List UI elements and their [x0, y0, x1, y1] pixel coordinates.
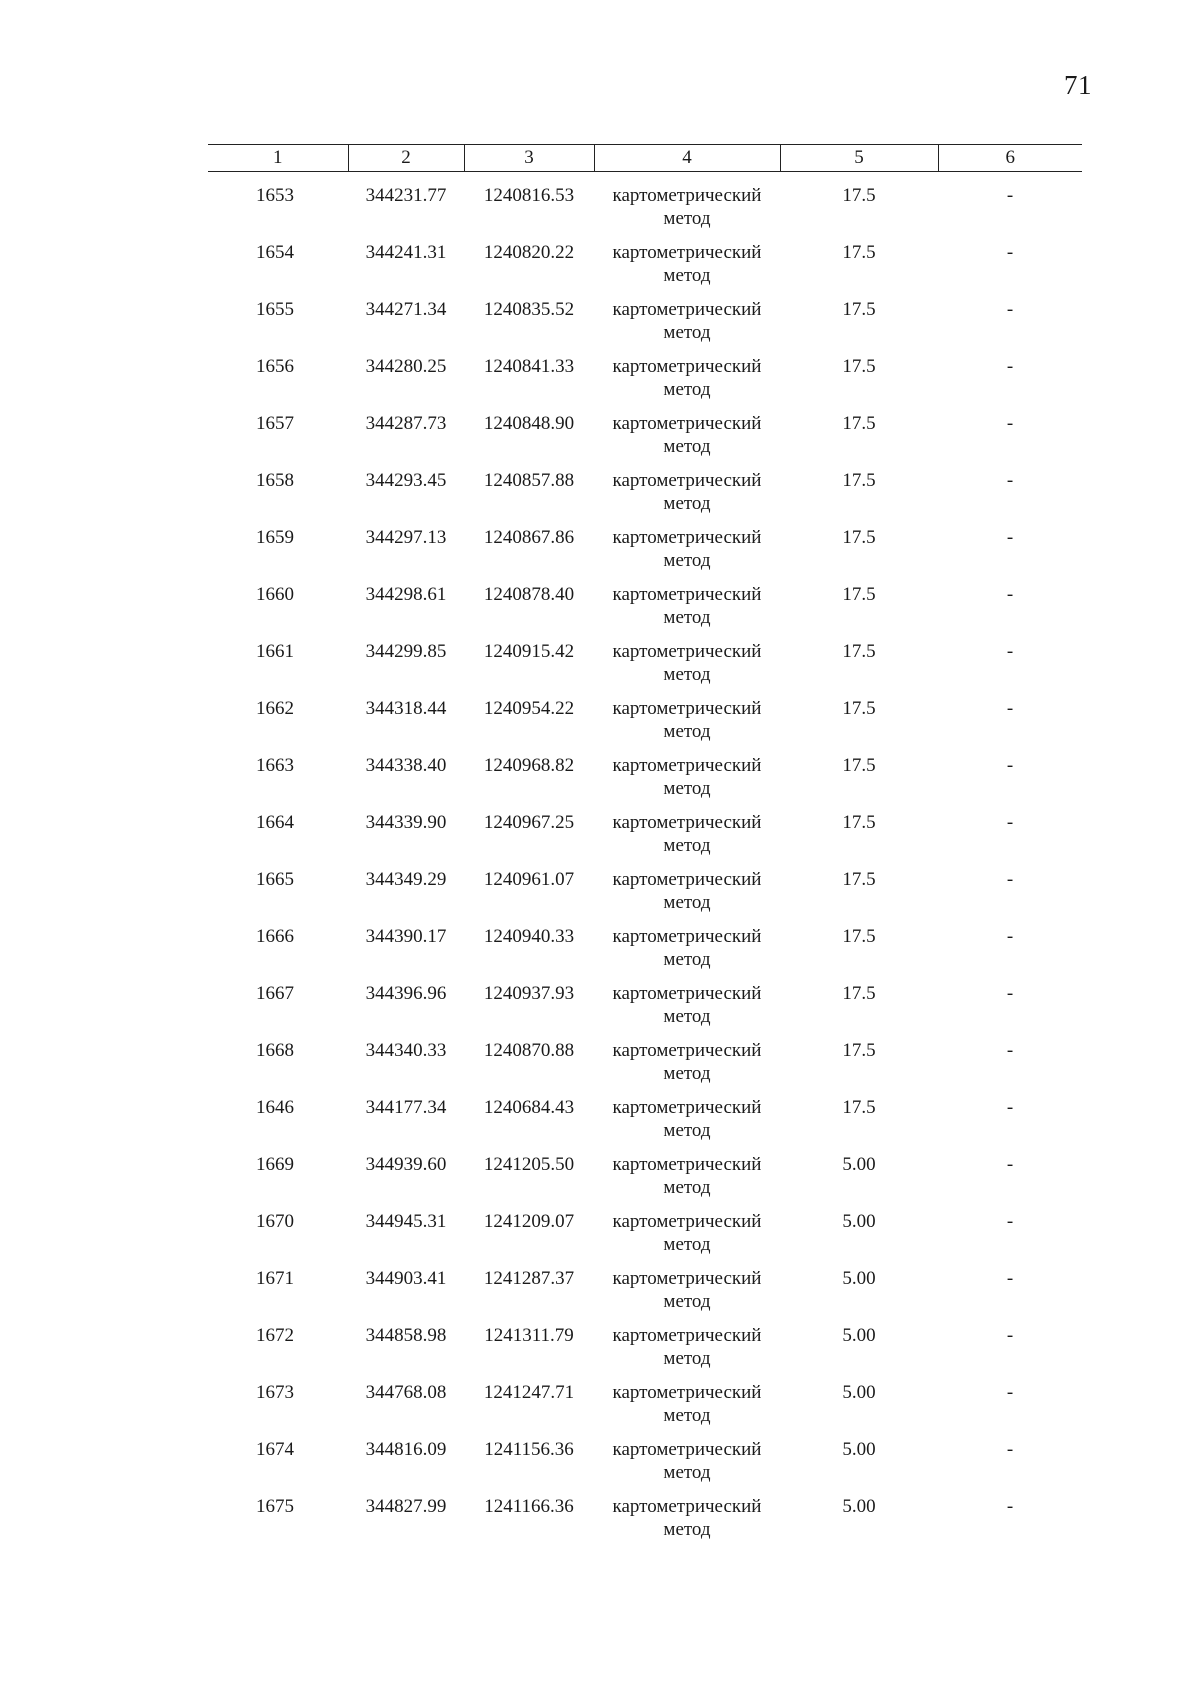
- x-coordinate: 344287.73: [365, 413, 447, 434]
- table-row: [208, 469, 1082, 526]
- column-header-3: 3: [464, 145, 594, 172]
- method-line-2: метод: [663, 949, 711, 970]
- x-coordinate: 344340.33: [365, 1040, 447, 1061]
- x-coordinate: 344816.09: [365, 1439, 447, 1460]
- header-spacer: [208, 172, 1082, 185]
- point-number: 1671: [256, 1268, 294, 1289]
- determination-method: [594, 298, 780, 355]
- x-coordinate: 344177.34: [365, 1097, 447, 1118]
- point-number: 1657: [256, 413, 294, 434]
- accuracy-value: 5.00: [842, 1439, 876, 1460]
- x-coordinate: 344241.31: [365, 242, 447, 263]
- determination-method: [594, 1495, 780, 1552]
- accuracy-value: 17.5: [842, 983, 876, 1004]
- note-dash: -: [1006, 242, 1014, 263]
- method-line-1: картометрический: [612, 356, 762, 377]
- x-coordinate: 344858.98: [365, 1325, 447, 1346]
- x-coordinate: 344390.17: [365, 926, 447, 947]
- method-line-1: картометрический: [612, 185, 762, 206]
- note-dash: -: [1006, 299, 1014, 320]
- y-coordinate: 1240937.93: [483, 983, 575, 1004]
- determination-method: [594, 355, 780, 412]
- point-number: 1659: [256, 527, 294, 548]
- note-dash: -: [1006, 698, 1014, 719]
- determination-method: [594, 754, 780, 811]
- note-dash: -: [1006, 1211, 1014, 1232]
- note-dash: -: [1006, 869, 1014, 890]
- x-coordinate: 344293.45: [365, 470, 447, 491]
- point-number: 1674: [256, 1439, 294, 1460]
- method-line-1: картометрический: [612, 1097, 762, 1118]
- method-line-1: картометрический: [612, 983, 762, 1004]
- point-number: 1654: [256, 242, 294, 263]
- method-line-2: метод: [663, 379, 711, 400]
- y-coordinate: 1240820.22: [483, 242, 575, 263]
- method-line-1: картометрический: [612, 1154, 762, 1175]
- table-row: [208, 1381, 1082, 1438]
- y-coordinate: 1241311.79: [484, 1325, 574, 1346]
- y-coordinate: 1241156.36: [484, 1439, 574, 1460]
- method-line-1: картометрический: [612, 299, 762, 320]
- determination-method: [594, 1438, 780, 1495]
- note-dash: -: [1006, 926, 1014, 947]
- accuracy-value: 17.5: [842, 869, 876, 890]
- method-line-2: метод: [663, 436, 711, 457]
- accuracy-value: 17.5: [842, 470, 876, 491]
- note-dash: -: [1006, 1382, 1014, 1403]
- method-line-1: картометрический: [612, 1382, 762, 1403]
- determination-method: [594, 469, 780, 526]
- table-row: [208, 412, 1082, 469]
- x-coordinate: 344349.29: [365, 869, 447, 890]
- x-coordinate: 344768.08: [365, 1382, 447, 1403]
- point-number: 1663: [256, 755, 294, 776]
- method-line-2: метод: [663, 1234, 711, 1255]
- accuracy-value: 17.5: [842, 641, 876, 662]
- method-line-1: картометрический: [612, 1211, 762, 1232]
- table-row: [208, 184, 1082, 241]
- method-line-2: метод: [663, 1519, 711, 1540]
- x-coordinate: 344271.34: [365, 299, 447, 320]
- accuracy-value: 17.5: [842, 1097, 876, 1118]
- x-coordinate: 344903.41: [365, 1268, 447, 1289]
- table-row: [208, 754, 1082, 811]
- point-number: 1672: [256, 1325, 294, 1346]
- accuracy-value: 5.00: [842, 1325, 876, 1346]
- determination-method: [594, 1153, 780, 1210]
- y-coordinate: 1240848.90: [483, 413, 575, 434]
- table-row: [208, 1096, 1082, 1153]
- y-coordinate: 1240867.86: [483, 527, 575, 548]
- method-line-2: метод: [663, 550, 711, 571]
- accuracy-value: 17.5: [842, 812, 876, 833]
- y-coordinate: 1240878.40: [483, 584, 575, 605]
- accuracy-value: 5.00: [842, 1496, 876, 1517]
- determination-method: [594, 1096, 780, 1153]
- y-coordinate: 1240915.42: [483, 641, 575, 662]
- note-dash: -: [1006, 983, 1014, 1004]
- y-coordinate: 1240954.22: [483, 698, 575, 719]
- accuracy-value: 17.5: [842, 242, 876, 263]
- note-dash: -: [1006, 1325, 1014, 1346]
- point-number: 1661: [256, 641, 294, 662]
- point-number: 1660: [256, 584, 294, 605]
- x-coordinate: 344318.44: [365, 698, 447, 719]
- point-number: 1655: [256, 299, 294, 320]
- method-line-2: метод: [663, 493, 711, 514]
- x-coordinate: 344299.85: [365, 641, 447, 662]
- x-coordinate: 344339.90: [365, 812, 447, 833]
- point-number: 1656: [256, 356, 294, 377]
- method-line-1: картометрический: [612, 926, 762, 947]
- method-line-1: картометрический: [612, 869, 762, 890]
- accuracy-value: 17.5: [842, 527, 876, 548]
- method-line-1: картометрический: [612, 1268, 762, 1289]
- accuracy-value: 17.5: [842, 356, 876, 377]
- method-line-2: метод: [663, 1063, 711, 1084]
- accuracy-value: 5.00: [842, 1268, 876, 1289]
- note-dash: -: [1006, 356, 1014, 377]
- method-line-1: картометрический: [612, 755, 762, 776]
- point-number: 1646: [256, 1097, 294, 1118]
- coordinates-table-container: [208, 144, 1082, 1552]
- determination-method: [594, 868, 780, 925]
- method-line-2: метод: [663, 664, 711, 685]
- method-line-1: картометрический: [612, 698, 762, 719]
- table-row: [208, 1210, 1082, 1267]
- x-coordinate: 344297.13: [365, 527, 447, 548]
- y-coordinate: 1240841.33: [483, 356, 575, 377]
- method-line-1: картометрический: [612, 812, 762, 833]
- point-number: 1667: [256, 983, 294, 1004]
- method-line-2: метод: [663, 1405, 711, 1426]
- determination-method: [594, 1267, 780, 1324]
- method-line-2: метод: [663, 778, 711, 799]
- method-line-2: метод: [663, 892, 711, 913]
- table-row: [208, 526, 1082, 583]
- accuracy-value: 17.5: [842, 926, 876, 947]
- determination-method: [594, 241, 780, 298]
- point-number: 1653: [256, 185, 294, 206]
- note-dash: -: [1006, 1040, 1014, 1061]
- x-coordinate: 344280.25: [365, 356, 447, 377]
- y-coordinate: 1240816.53: [483, 185, 575, 206]
- point-number: 1675: [256, 1496, 294, 1517]
- point-number: 1668: [256, 1040, 294, 1061]
- table-row: [208, 1495, 1082, 1552]
- table-row: [208, 298, 1082, 355]
- x-coordinate: 344231.77: [365, 185, 447, 206]
- point-number: 1664: [256, 812, 294, 833]
- method-line-1: картометрический: [612, 413, 762, 434]
- method-line-1: картометрический: [612, 584, 762, 605]
- accuracy-value: 17.5: [842, 1040, 876, 1061]
- point-number: 1670: [256, 1211, 294, 1232]
- determination-method: [594, 1324, 780, 1381]
- column-header-6: 6: [938, 145, 1082, 172]
- note-dash: -: [1006, 584, 1014, 605]
- table-body: [208, 172, 1082, 1553]
- y-coordinate: 1241247.71: [483, 1382, 575, 1403]
- point-number: 1665: [256, 869, 294, 890]
- accuracy-value: 5.00: [842, 1211, 876, 1232]
- note-dash: -: [1006, 470, 1014, 491]
- accuracy-value: 17.5: [842, 755, 876, 776]
- table-row: [208, 1153, 1082, 1210]
- determination-method: [594, 1381, 780, 1438]
- column-header-5: 5: [780, 145, 938, 172]
- determination-method: [594, 184, 780, 241]
- determination-method: [594, 811, 780, 868]
- determination-method: [594, 982, 780, 1039]
- method-line-2: метод: [663, 835, 711, 856]
- method-line-1: картометрический: [612, 1496, 762, 1517]
- x-coordinate: 344396.96: [365, 983, 447, 1004]
- method-line-2: метод: [663, 1291, 711, 1312]
- note-dash: -: [1006, 185, 1014, 206]
- accuracy-value: 5.00: [842, 1382, 876, 1403]
- method-line-1: картометрический: [612, 641, 762, 662]
- point-number: 1673: [256, 1382, 294, 1403]
- note-dash: -: [1006, 527, 1014, 548]
- method-line-2: метод: [663, 607, 711, 628]
- x-coordinate: 344298.61: [365, 584, 447, 605]
- point-number: 1658: [256, 470, 294, 491]
- method-line-2: метод: [663, 1120, 711, 1141]
- note-dash: -: [1006, 1154, 1014, 1175]
- table-row: [208, 697, 1082, 754]
- point-number: 1666: [256, 926, 294, 947]
- page-number: 71: [1064, 70, 1092, 100]
- note-dash: -: [1006, 1097, 1014, 1118]
- table-row: [208, 1438, 1082, 1495]
- y-coordinate: 1241166.36: [484, 1496, 574, 1517]
- table-row: [208, 1039, 1082, 1096]
- table-row: [208, 868, 1082, 925]
- y-coordinate: 1240835.52: [483, 299, 575, 320]
- x-coordinate: 344827.99: [365, 1496, 447, 1517]
- method-line-1: картометрический: [612, 242, 762, 263]
- column-header-1: 1: [208, 145, 348, 172]
- determination-method: [594, 925, 780, 982]
- table-row: [208, 355, 1082, 412]
- y-coordinate: 1240940.33: [483, 926, 575, 947]
- x-coordinate: 344338.40: [365, 755, 447, 776]
- table-row: [208, 811, 1082, 868]
- y-coordinate: 1241209.07: [483, 1211, 575, 1232]
- note-dash: -: [1006, 1439, 1014, 1460]
- method-line-1: картометрический: [612, 1040, 762, 1061]
- y-coordinate: 1241205.50: [483, 1154, 575, 1175]
- table-row: [208, 241, 1082, 298]
- y-coordinate: 1240961.07: [483, 869, 575, 890]
- determination-method: [594, 583, 780, 640]
- y-coordinate: 1240870.88: [483, 1040, 575, 1061]
- method-line-1: картометрический: [612, 470, 762, 491]
- method-line-2: метод: [663, 721, 711, 742]
- method-line-2: метод: [663, 208, 711, 229]
- method-line-1: картометрический: [612, 527, 762, 548]
- accuracy-value: 17.5: [842, 413, 876, 434]
- table-row: [208, 640, 1082, 697]
- column-header-4: 4: [594, 145, 780, 172]
- y-coordinate: 1240857.88: [483, 470, 575, 491]
- table-row: [208, 1267, 1082, 1324]
- method-line-2: метод: [663, 1177, 711, 1198]
- y-coordinate: 1241287.37: [483, 1268, 575, 1289]
- method-line-2: метод: [663, 322, 711, 343]
- note-dash: -: [1006, 641, 1014, 662]
- determination-method: [594, 640, 780, 697]
- determination-method: [594, 412, 780, 469]
- table-row: [208, 583, 1082, 640]
- determination-method: [594, 1039, 780, 1096]
- note-dash: -: [1006, 413, 1014, 434]
- column-number-header-row: [208, 145, 1082, 172]
- method-line-2: метод: [663, 1462, 711, 1483]
- x-coordinate: 344939.60: [365, 1154, 447, 1175]
- accuracy-value: 17.5: [842, 299, 876, 320]
- y-coordinate: 1240968.82: [483, 755, 575, 776]
- note-dash: -: [1006, 755, 1014, 776]
- accuracy-value: 5.00: [842, 1154, 876, 1175]
- table-row: [208, 982, 1082, 1039]
- determination-method: [594, 1210, 780, 1267]
- note-dash: -: [1006, 1268, 1014, 1289]
- x-coordinate: 344945.31: [365, 1211, 447, 1232]
- column-header-2: 2: [348, 145, 464, 172]
- coordinates-table: [208, 144, 1082, 1552]
- table-row: [208, 1324, 1082, 1381]
- y-coordinate: 1240684.43: [483, 1097, 575, 1118]
- method-line-2: метод: [663, 1348, 711, 1369]
- accuracy-value: 17.5: [842, 584, 876, 605]
- point-number: 1662: [256, 698, 294, 719]
- y-coordinate: 1240967.25: [483, 812, 575, 833]
- method-line-1: картометрический: [612, 1325, 762, 1346]
- method-line-1: картометрический: [612, 1439, 762, 1460]
- point-number: 1669: [256, 1154, 294, 1175]
- determination-method: [594, 697, 780, 754]
- method-line-2: метод: [663, 1006, 711, 1027]
- table-row: [208, 925, 1082, 982]
- accuracy-value: 17.5: [842, 698, 876, 719]
- note-dash: -: [1006, 812, 1014, 833]
- accuracy-value: 17.5: [842, 185, 876, 206]
- method-line-2: метод: [663, 265, 711, 286]
- note-dash: -: [1006, 1496, 1014, 1517]
- determination-method: [594, 526, 780, 583]
